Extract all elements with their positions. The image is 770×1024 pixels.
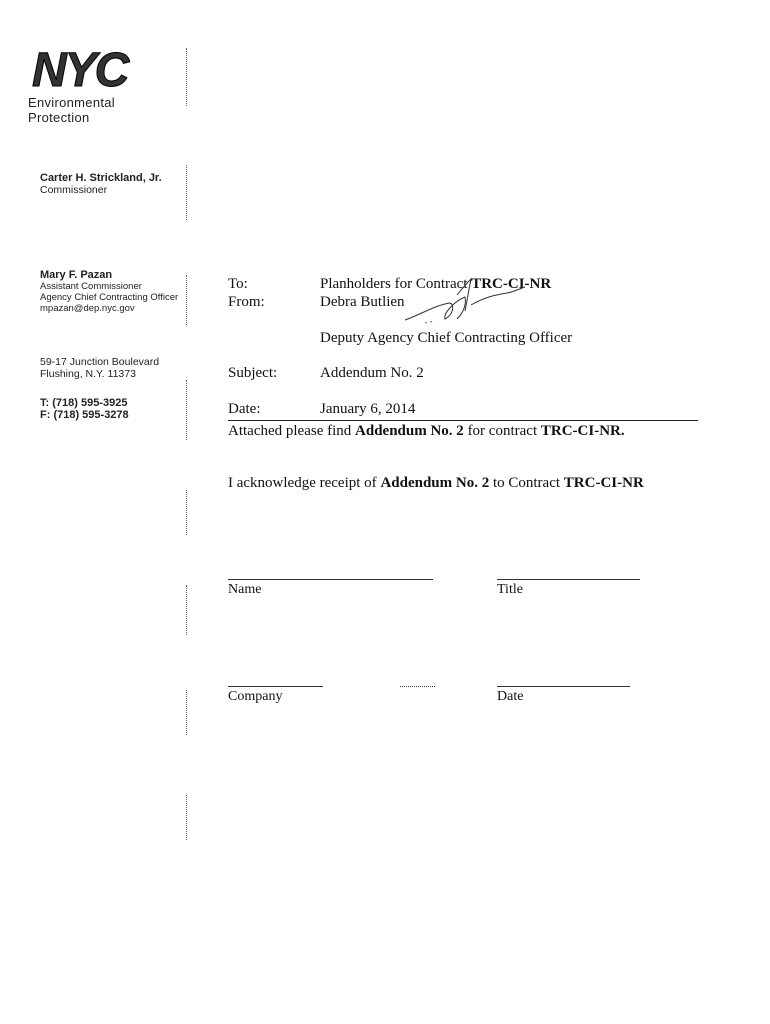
contact-block: Mary F. Pazan Assistant Commissioner Agency Chief Contracting Officer mpazan@dep.nyc.gov — [40, 269, 179, 314]
from-value: Debra Butlien — [320, 294, 405, 310]
from-label: From: — [228, 294, 265, 310]
attached-line: Attached please find Addendum No. 2 for contract TRC-CI-NR. — [228, 423, 625, 439]
svg-text:NYC: NYC — [32, 44, 128, 94]
subject-value: Addendum No. 2 — [320, 365, 424, 381]
agency-name: Environmental Protection — [28, 95, 115, 125]
acknowledgement-line: I acknowledge receipt of Addendum No. 2 to Contract TRC-CI-NR — [228, 475, 644, 491]
sidebar-divider — [186, 48, 187, 106]
title-line[interactable] — [497, 579, 640, 580]
sidebar-divider — [186, 275, 187, 325]
date-label: Date: — [228, 401, 261, 417]
date-signature-label: Date — [497, 689, 524, 704]
from-title: Deputy Agency Chief Contracting Officer — [320, 330, 573, 346]
nyc-dep-logo — [30, 44, 160, 94]
to-value: Planholders for Contract TRC-CI-NR — [320, 276, 552, 292]
name-line[interactable] — [228, 579, 433, 580]
sidebar-divider — [186, 795, 187, 840]
company-label: Company — [228, 689, 283, 704]
address-block: 59-17 Junction Boulevard Flushing, N.Y. 11373 — [40, 356, 160, 380]
fax-number: F: (718) 595-3278 — [40, 409, 129, 421]
subject-label: Subject: — [228, 365, 278, 381]
phone-number: T: (718) 595-3925 — [40, 397, 128, 409]
to-label: To: — [228, 276, 248, 292]
handwritten-signature — [395, 275, 535, 335]
sidebar-divider — [186, 380, 187, 440]
sidebar-divider — [186, 690, 187, 735]
header-rule — [228, 420, 698, 421]
date-signature-line[interactable] — [497, 686, 630, 687]
commissioner-block: Carter H. Strickland, Jr. Commissioner — [40, 172, 162, 196]
title-label: Title — [497, 582, 523, 597]
phone-block — [40, 397, 129, 421]
sidebar-divider — [186, 165, 187, 220]
date-value: January 6, 2014 — [320, 401, 416, 417]
company-line-extension — [400, 686, 435, 687]
name-label: Name — [228, 582, 262, 597]
sidebar-divider — [186, 585, 187, 635]
sidebar-divider — [186, 490, 187, 535]
company-line[interactable] — [228, 686, 323, 687]
